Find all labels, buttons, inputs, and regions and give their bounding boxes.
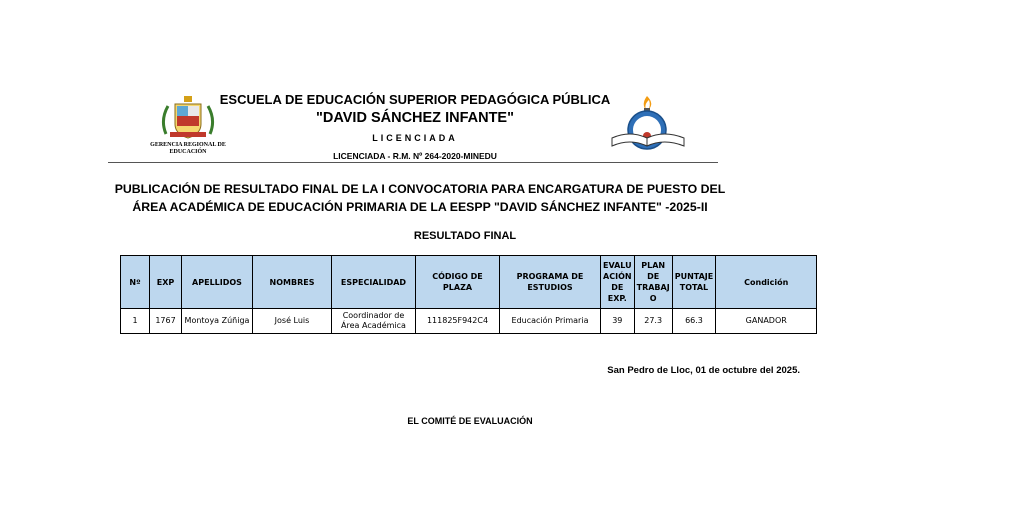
- cell-puntaje: 66.3: [672, 309, 716, 334]
- col-codigo: CÓDIGO DE PLAZA: [416, 256, 500, 309]
- col-num: Nº: [121, 256, 150, 309]
- col-puntaje-l2: TOTAL: [679, 283, 709, 292]
- header-divider: [108, 162, 718, 163]
- col-programa: [500, 256, 601, 309]
- institute-seal-logo: [606, 94, 690, 156]
- table-header-row: [121, 256, 817, 309]
- publication-title-line2: ÁREA ACADÉMICA DE EDUCACIÓN PRIMARIA DE LA EESPP "DAVID SÁNCHEZ INFANTE" -2025-II: [132, 200, 708, 214]
- cell-especialidad: [332, 309, 416, 334]
- section-title: RESULTADO FINAL: [413, 230, 517, 242]
- cell-especialidad-l2: Área Académica: [341, 321, 406, 330]
- cell-evaluacion: 39: [601, 309, 635, 334]
- book-torch-icon: [606, 94, 690, 156]
- logo-caption-line2: EDUCACIÓN: [169, 149, 207, 155]
- logo-caption-line1: GERENCIA REGIONAL DE: [150, 142, 226, 148]
- col-evaluacion-l2: ACIÓN: [603, 272, 632, 281]
- col-evaluacion: [601, 256, 635, 309]
- col-puntaje: [672, 256, 716, 309]
- cell-exp: 1767: [150, 309, 182, 334]
- cell-codigo: 111825F942C4: [416, 309, 500, 334]
- school-name: "DAVID SÁNCHEZ INFANTE": [316, 110, 514, 126]
- resolution-label: LICENCIADA - R.M. Nº 264-2020-MINEDU: [333, 151, 497, 161]
- col-programa-l1: PROGRAMA DE: [516, 272, 584, 281]
- col-plan: [634, 256, 672, 309]
- cell-plan: 27.3: [634, 309, 672, 334]
- col-exp: EXP: [150, 256, 182, 309]
- cell-nombres: José Luis: [253, 309, 332, 334]
- col-apellidos: APELLIDOS: [182, 256, 253, 309]
- col-puntaje-l1: PUNTAJE: [674, 272, 714, 281]
- col-evaluacion-l1: EVALU: [603, 261, 632, 270]
- results-table: [120, 255, 817, 334]
- col-plan-l3: TRABAJ: [636, 283, 670, 292]
- publication-title-line1: PUBLICACIÓN DE RESULTADO FINAL DE LA I CONVOCATORIA PARA ENCARGATURA DE PUESTO DEL: [114, 182, 726, 196]
- school-heading: ESCUELA DE EDUCACIÓN SUPERIOR PEDAGÓGICA PÚBLICA: [219, 92, 611, 107]
- col-condicion: Condición: [716, 256, 817, 309]
- col-evaluacion-l4: EXP.: [607, 294, 627, 303]
- col-plan-l1: PLAN: [641, 261, 666, 270]
- col-especialidad: ESPECIALIDAD: [332, 256, 416, 309]
- col-evaluacion-l3: DE: [611, 283, 624, 292]
- col-programa-l2: ESTUDIOS: [527, 283, 573, 292]
- licensed-label: LICENCIADA: [372, 133, 458, 143]
- cell-condicion: GANADOR: [716, 309, 817, 334]
- col-nombres: NOMBRES: [253, 256, 332, 309]
- publication-title: [100, 180, 740, 216]
- col-plan-l2: DE: [647, 272, 660, 281]
- cell-especialidad-l1: Coordinador de: [342, 311, 405, 320]
- cell-programa: Educación Primaria: [500, 309, 601, 334]
- place-date: San Pedro de Lloc, 01 de octubre del 2025.: [607, 365, 800, 376]
- table-row: [121, 309, 817, 334]
- committee-signature: EL COMITÉ DE EVALUACIÓN: [407, 416, 533, 426]
- col-plan-l4: O: [649, 294, 657, 303]
- cell-apellidos: Montoya Zúñiga: [182, 309, 253, 334]
- cell-num: 1: [121, 309, 150, 334]
